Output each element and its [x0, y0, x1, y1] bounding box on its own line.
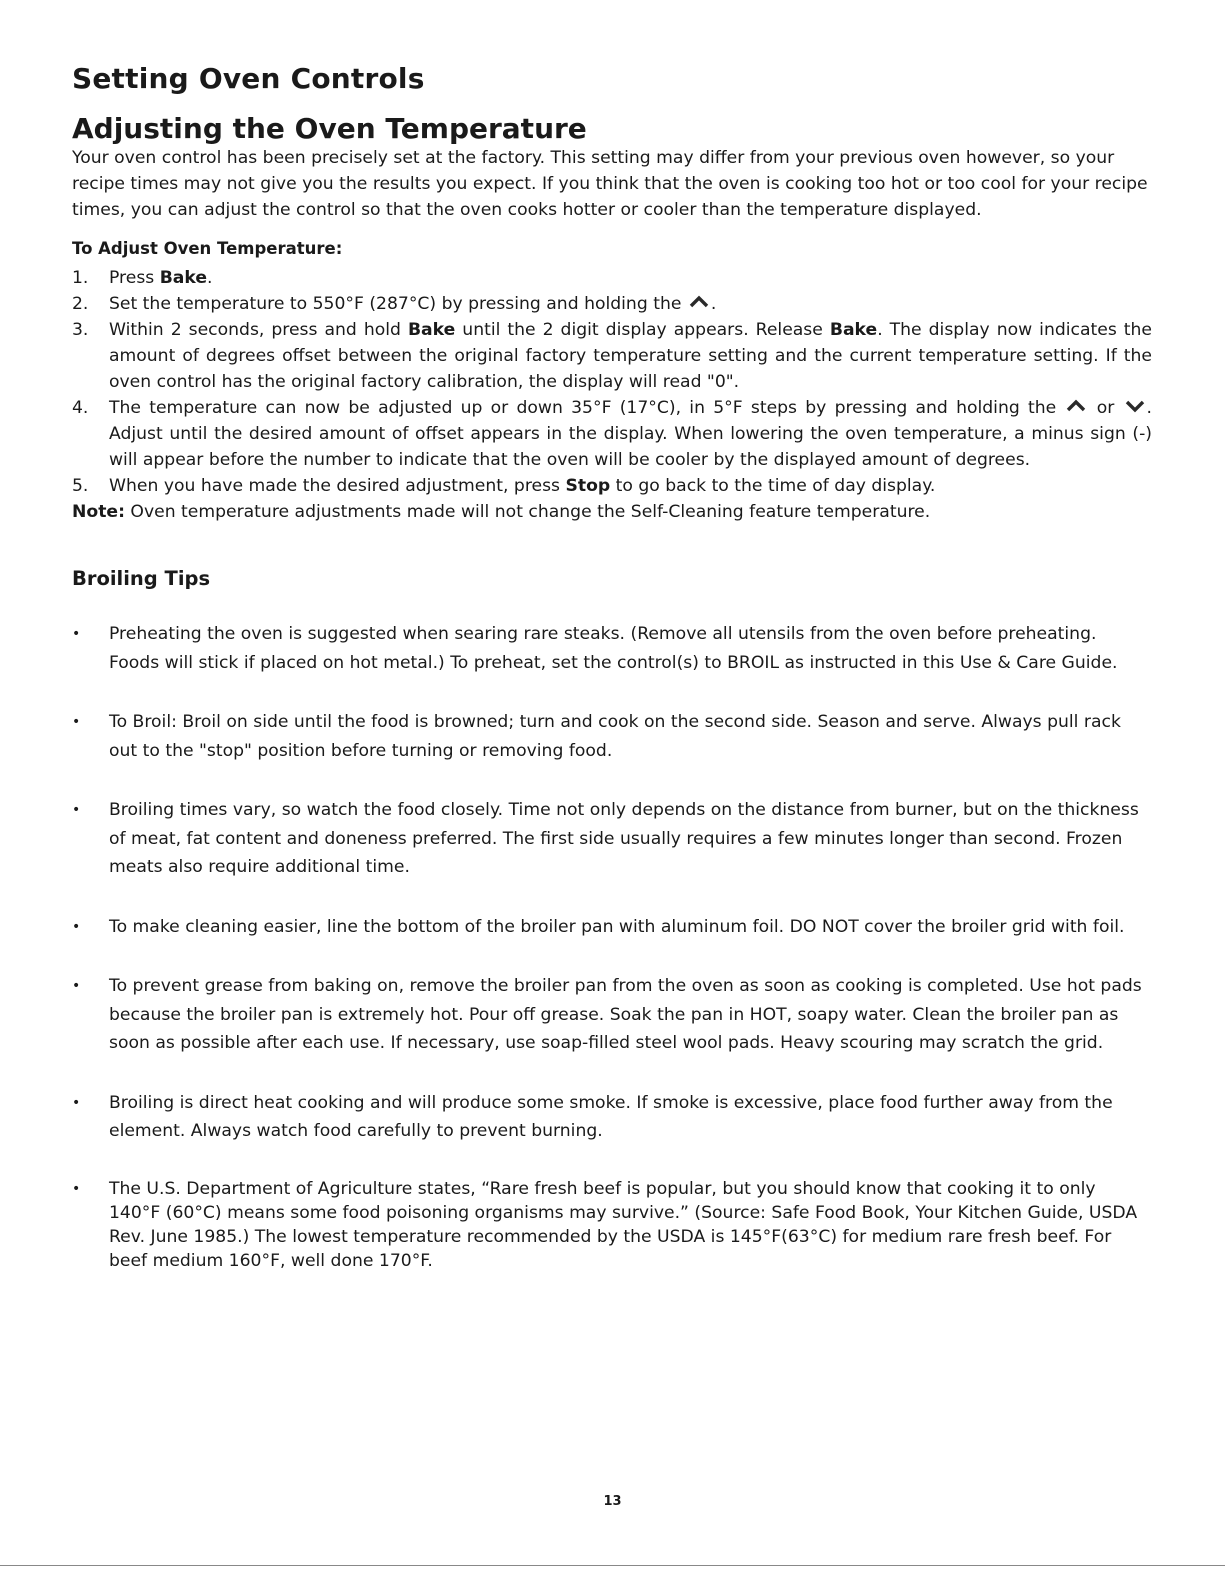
manual-page — [72, 62, 1152, 1304]
tip-item — [72, 972, 1152, 1058]
bullet-icon: • — [72, 918, 81, 935]
tip-text: To Broil: Broil on side until the food is browned; turn and cook on the second side. Season and serve. Always pull rack out to the "stop" position before turning or removing food. — [109, 712, 1121, 761]
tip-item — [72, 708, 1152, 765]
step-number: 1. — [72, 268, 89, 289]
step-text: Set the temperature to 550°F (287°C) by pressing and holding the — [109, 294, 687, 315]
note-text: Oven temperature adjustments made will not change the Self-Cleaning feature temperature. — [124, 502, 931, 523]
tip-text: Broiling times vary, so watch the food closely. Time not only depends on the distance from burner, but on the thickness of meat, fat content and doneness preferred. The first side usually requires a few minutes longer than second. Frozen meats also require additional time. — [109, 800, 1139, 878]
step-text: . — [710, 294, 717, 315]
page-title: Setting Oven Controls — [72, 62, 425, 95]
tip-text: To prevent grease from baking on, remove the broiler pan from the oven as soon as cooking is completed. Use hot pads because the broiler pan is extremely hot. Pour off grease. Soak the pan in HOT, soapy water. Clean the broiler pan as soon as possible after each use. If necessary, use soap-filled steel wool pads. Heavy scouring may scratch the grid. — [109, 976, 1142, 1054]
tip-item — [72, 620, 1152, 677]
tip-text: Broiling is direct heat cooking and will produce some smoke. If smoke is excessive, place food further away from the element. Always watch food carefully to prevent burning. — [109, 1092, 1113, 1142]
step-5 — [72, 473, 1152, 499]
step-text: Within 2 seconds, press and hold — [109, 320, 408, 341]
bullet-icon: • — [72, 978, 81, 995]
bullet-icon: • — [72, 626, 81, 643]
bake-key-label: Bake — [159, 268, 208, 289]
step-4 — [72, 395, 1152, 473]
section-heading: Adjusting the Oven Temperature — [72, 111, 587, 145]
tip-text: The U.S. Department of Agriculture states, “Rare fresh beef is popular, but you should know that cooking it to only 140°F (60°C) means some food poisoning organisms may survive.” (Source: Safe Food Book, Your Kitchen Guide, USDA Rev. June 1985.) The lowest temperature recommended by the USDA is 145°F(63°C) for medium rare fresh beef. For beef medium 160°F, well done 170°F. — [109, 1178, 1138, 1271]
step-text: Press — [109, 268, 160, 289]
tip-text: Preheating the oven is suggested when searing rare steaks. (Remove all utensils from the oven before preheating. Foods will stick if placed on hot metal.) To preheat, set the control(s) to BROIL as instructed in this Use & Care Guide. — [109, 624, 1118, 673]
bake-key-label: Bake — [829, 320, 878, 341]
intro-paragraph: Your oven control has been precisely set at the factory. This setting may differ from your previous oven however, so your recipe times may not give you the results you expect. If you think that the oven is cooking too hot or too cool for your recipe times, you can adjust the control so that the oven cooks hotter or cooler than the temperature displayed. — [72, 148, 1148, 221]
step-text: until the 2 digit display appears. Release — [455, 320, 830, 341]
note-label: Note: — [72, 502, 125, 523]
tip-text: To make cleaning easier, line the bottom of the broiler pan with aluminum foil. DO NOT cover the broiler grid with foil. — [109, 916, 1125, 937]
step-number: 5. — [72, 476, 89, 497]
step-text: . Adjust until the desired amount of offset appears in the display. When lowering the oven temperature, a minus sign (-) will appear before the number to indicate that the oven will be cooler by the displayed amount of degrees. — [109, 398, 1152, 471]
bullet-icon: • — [72, 802, 81, 819]
stop-key-label: Stop — [565, 476, 611, 497]
bottom-divider — [0, 1565, 1225, 1566]
step-3 — [72, 317, 1152, 395]
step-number: 3. — [72, 320, 89, 341]
bullet-icon: • — [72, 1094, 81, 1111]
tip-item — [72, 1177, 1152, 1273]
step-text: When you have made the desired adjustment, press — [109, 476, 566, 497]
step-number: 2. — [72, 294, 89, 315]
bullet-icon: • — [72, 714, 81, 731]
tip-item — [72, 796, 1152, 882]
note — [72, 499, 1152, 525]
procedure-title: To Adjust Oven Temperature: — [72, 239, 343, 259]
down-arrow-icon — [1124, 395, 1146, 421]
bake-key-label: Bake — [407, 320, 456, 341]
tip-item — [72, 1089, 1152, 1146]
step-text: . — [207, 268, 213, 289]
up-arrow-icon — [1065, 395, 1087, 421]
bullet-icon: • — [72, 1180, 81, 1197]
step-text: . The display now indicates the amount of degrees offset between the original factory temperature setting and the current temperature setting. If the oven control has the original factory calibration, the display will read "0". — [109, 320, 1152, 393]
broiling-tips-list — [72, 620, 1152, 1273]
step-number: 4. — [72, 398, 89, 419]
step-text: to go back to the time of day display. — [610, 476, 936, 497]
up-arrow-icon — [688, 291, 710, 317]
steps-list — [72, 265, 1152, 499]
tip-item — [72, 913, 1152, 942]
broiling-tips-heading: Broiling Tips — [72, 567, 211, 591]
step-1 — [72, 265, 1152, 291]
page-number: 13 — [603, 1494, 622, 1509]
step-text: The temperature can now be adjusted up or down 35°F (17°C), in 5°F steps by pressing and holding the — [109, 398, 1065, 419]
step-2 — [72, 291, 1152, 317]
step-text: or — [1088, 398, 1123, 419]
